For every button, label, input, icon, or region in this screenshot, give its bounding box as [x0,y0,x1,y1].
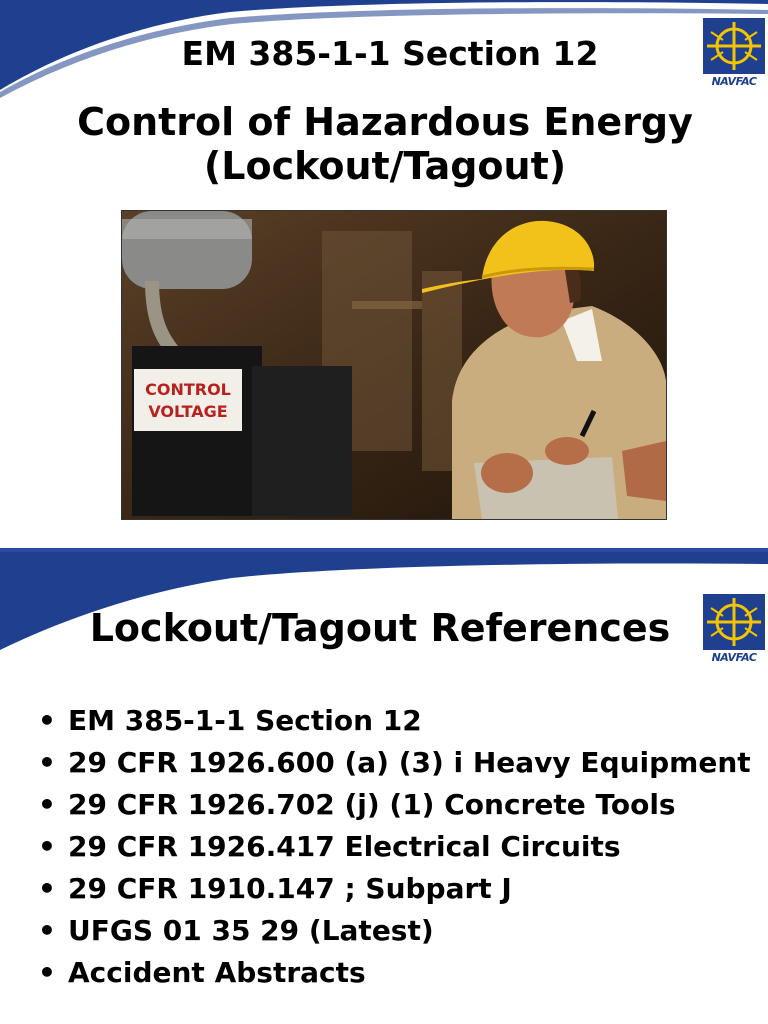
slide-subtitle: EM 385-1-1 Section 12 [181,34,599,73]
slide-title [40,100,730,188]
list-item: • 29 CFR 1910.147 ; Subpart J [38,872,512,905]
bullet-icon: • [38,704,56,737]
navfac-emblem-icon [703,18,765,74]
list-item: • UFGS 01 35 29 (Latest) [38,914,434,947]
bullet-icon: • [38,914,56,947]
logo-text: NAVFAC [711,75,757,88]
worker-illustration [122,211,666,519]
bullet-icon: • [38,956,56,989]
sign-line-2: VOLTAGE [148,402,228,421]
bullet-icon: • [38,830,56,863]
bullet-icon: • [38,788,56,821]
reference-list [36,704,756,998]
worker-photo [121,210,667,520]
navfac-logo [703,18,765,90]
title-line-1: Control of Hazardous Energy [77,100,693,144]
title-line-2: (Lockout/Tagout) [203,144,567,188]
list-item: • Accident Abstracts [38,956,366,989]
list-item: • 29 CFR 1926.417 Electrical Circuits [38,830,621,863]
list-item: • EM 385-1-1 Section 12 [38,704,422,737]
list-item: • 29 CFR 1926.702 (j) (1) Concrete Tools [38,788,676,821]
references-title: Lockout/Tagout References [89,606,671,650]
list-item: • 29 CFR 1926.600 (a) (3) i Heavy Equipment [38,746,751,779]
bullet-icon: • [38,746,56,779]
bullet-icon: • [38,872,56,905]
logo-text: NAVFAC [711,651,757,664]
sign-line-1: CONTROL [145,380,231,399]
